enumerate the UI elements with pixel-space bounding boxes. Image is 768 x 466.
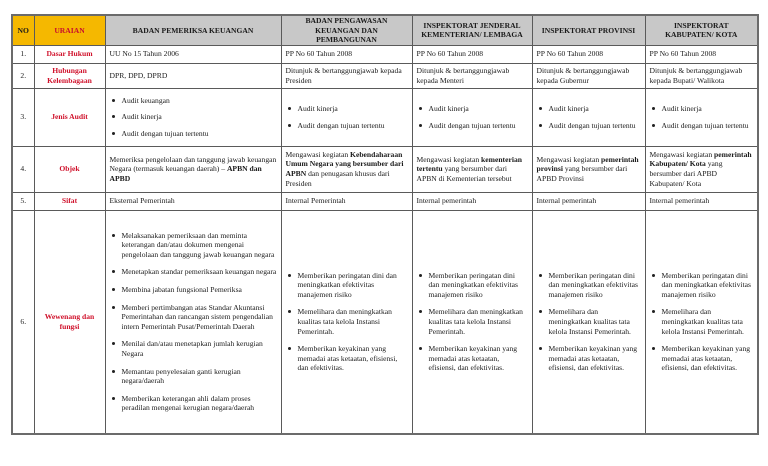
row-label: Dasar Hukum bbox=[34, 45, 105, 63]
objek-bold: Kebendaharaan Umum Negara yang bersumber dari APBN bbox=[285, 149, 404, 179]
header-itjen: INSPEKTORAT JENDERAL KEMENTERIAN/ LEMBAGA bbox=[412, 15, 532, 45]
cell-bpkp bbox=[281, 88, 412, 146]
cell-bpkp bbox=[281, 210, 412, 434]
list-item bbox=[110, 129, 277, 139]
table-row bbox=[12, 88, 758, 146]
cell-iprov bbox=[532, 88, 645, 146]
bullet-icon bbox=[112, 306, 115, 309]
list-item-text: Memberikan peringatan dini dan meningkatkan efektivitas manajemen risiko bbox=[428, 270, 518, 299]
list-item-text: Memelihara dan meningkatkan kualitas tata kelola Instansi Pemerintah. bbox=[297, 307, 392, 336]
list-item-text: Audit dengan tujuan tertentu bbox=[428, 120, 516, 130]
list-item-text: Audit dengan tujuan tertentu bbox=[661, 120, 749, 130]
list-item bbox=[650, 307, 754, 336]
list-item bbox=[417, 344, 528, 373]
row-number: 1. bbox=[12, 45, 34, 63]
bullet-icon bbox=[539, 274, 542, 277]
cell-bpkp: PP No 60 Tahun 2008 bbox=[281, 45, 412, 63]
list-item-text: Audit dengan tujuan tertentu bbox=[297, 120, 385, 130]
list-item bbox=[286, 104, 408, 114]
objek-pre: Mengawasi kegiatan bbox=[536, 154, 600, 164]
bullet-icon bbox=[288, 124, 291, 127]
list-item-text: Memberikan keyakinan yang memadai atas ketaatan, efisiensi, dan efektivitas. bbox=[297, 344, 398, 373]
header-uraian: URAIAN bbox=[34, 15, 105, 45]
cell-itjen: Ditunjuk & bertanggungjawab kepada Menteri bbox=[412, 63, 532, 88]
cell-bpk bbox=[105, 88, 281, 146]
comparison-table bbox=[11, 14, 759, 435]
cell-bpk: UU No 15 Tahun 2006 bbox=[105, 45, 281, 63]
cell-bpk: Eksternal Pemerintah bbox=[105, 192, 281, 210]
row-number: 4. bbox=[12, 146, 34, 192]
cell-iprov bbox=[532, 210, 645, 434]
cell-iprov: Ditunjuk & bertanggungjawab kepada Gubernur bbox=[532, 63, 645, 88]
bullet-icon bbox=[419, 124, 422, 127]
list-item bbox=[417, 307, 528, 336]
bullet-icon bbox=[112, 288, 115, 291]
row-label: Objek bbox=[34, 146, 105, 192]
row-number: 5. bbox=[12, 192, 34, 210]
list-item-text: Memelihara dan meningkatkan kualitas tata kelola Instansi Pemerintah. bbox=[661, 307, 744, 336]
cell-ikk bbox=[645, 88, 758, 146]
header-iprov: INSPEKTORAT PROVINSI bbox=[532, 15, 645, 45]
cell-iprov: PP No 60 Tahun 2008 bbox=[532, 45, 645, 63]
list-item bbox=[110, 112, 277, 122]
list-item bbox=[537, 307, 641, 336]
bullet-icon bbox=[112, 342, 115, 345]
bullet-icon bbox=[539, 310, 542, 313]
cell-bpk: DPR, DPD, DPRD bbox=[105, 63, 281, 88]
bullet-list bbox=[110, 96, 277, 139]
list-item-text: Memberikan keyakinan yang memadai atas ketaatan, efisiensi, dan efektivitas. bbox=[661, 344, 751, 373]
bullet-icon bbox=[539, 124, 542, 127]
cell-iprov bbox=[532, 146, 645, 192]
bullet-list bbox=[537, 104, 641, 130]
table-row bbox=[12, 63, 758, 88]
header-bpkp: BADAN PENGAWASAN KEUANGAN DAN PEMBANGUNAN bbox=[281, 15, 412, 45]
row-label: Sifat bbox=[34, 192, 105, 210]
list-item-text: Audit keuangan bbox=[121, 95, 170, 105]
row-number: 6. bbox=[12, 210, 34, 434]
objek-pre: Mengawasi kegiatan bbox=[285, 149, 349, 159]
bullet-icon bbox=[112, 115, 115, 118]
list-item bbox=[286, 307, 408, 336]
list-item bbox=[110, 339, 277, 358]
bullet-icon bbox=[652, 107, 655, 110]
list-item-text: Audit kinerja bbox=[428, 104, 469, 114]
list-item-text: Membina jabatan fungsional Pemeriksa bbox=[121, 285, 242, 295]
bullet-icon bbox=[112, 132, 115, 135]
table-row bbox=[12, 192, 758, 210]
list-item-text: Memberi pertimbangan atas Standar Akuntansi Pemerintahan dan rancangan sistem pengendalian intern Pemerintah Pusat/Pemerintah Daerah bbox=[121, 302, 273, 331]
cell-itjen: Internal pemerintah bbox=[412, 192, 532, 210]
list-item-text: Memelihara dan meningkatkan kualitas tata kelola Instansi Pemerintah. bbox=[548, 307, 631, 336]
bullet-icon bbox=[419, 274, 422, 277]
list-item bbox=[537, 121, 641, 131]
objek-post: yang bersumber dari APBD Kabupaten/ Kota bbox=[649, 159, 723, 188]
bullet-icon bbox=[419, 107, 422, 110]
cell-ikk bbox=[645, 210, 758, 434]
list-item-text: Menetapkan standar pemeriksaan keuangan negara bbox=[121, 267, 277, 277]
list-item bbox=[110, 267, 277, 277]
list-item bbox=[650, 104, 754, 114]
row-label: Wewenang dan fungsi bbox=[34, 210, 105, 434]
list-item bbox=[417, 121, 528, 131]
list-item-text: Memantau penyelesaian ganti kerugian negara/daerah bbox=[121, 366, 241, 386]
objek-bold: APBN dan APBD bbox=[109, 164, 262, 183]
list-item bbox=[110, 303, 277, 332]
list-item bbox=[650, 271, 754, 300]
list-item-text: Memberikan peringatan dini dan meningkatkan efektivitas manajemen risiko bbox=[548, 270, 638, 299]
objek-bold: pemerintah Kabupaten/ Kota bbox=[649, 149, 752, 169]
objek-post: yang bersumber dari APBD Provinsi bbox=[536, 164, 628, 183]
bullet-icon bbox=[652, 124, 655, 127]
bullet-icon bbox=[112, 397, 115, 400]
header-ikk: INSPEKTORAT KABUPATEN/ KOTA bbox=[645, 15, 758, 45]
list-item-text: Audit kinerja bbox=[548, 104, 589, 114]
list-item bbox=[110, 96, 277, 106]
objek-pre: Mengawasi kegiatan bbox=[649, 149, 713, 159]
objek-pre: Mengawasi kegiatan bbox=[416, 154, 480, 164]
list-item-text: Memberikan peringatan dini dan meningkatkan efektivitas manajemen risiko bbox=[661, 270, 751, 299]
list-item bbox=[537, 271, 641, 300]
cell-itjen: PP No 60 Tahun 2008 bbox=[412, 45, 532, 63]
cell-iprov: Internal pemerintah bbox=[532, 192, 645, 210]
bullet-icon bbox=[652, 347, 655, 350]
list-item bbox=[110, 231, 277, 260]
list-item-text: Audit kinerja bbox=[661, 104, 702, 114]
row-number: 2. bbox=[12, 63, 34, 88]
list-item-text: Audit kinerja bbox=[121, 112, 162, 122]
cell-bpk bbox=[105, 210, 281, 434]
table-row bbox=[12, 45, 758, 63]
list-item bbox=[417, 271, 528, 300]
table-row bbox=[12, 210, 758, 434]
cell-ikk: Ditunjuk & bertanggungjawab kepada Bupati/ Walikota bbox=[645, 63, 758, 88]
list-item bbox=[110, 394, 277, 413]
objek-post: yang bersumber dari APBN di Kementerian tersebut bbox=[416, 164, 512, 183]
list-item-text: Menilai dan/atau menetapkan jumlah kerugian Negara bbox=[121, 339, 263, 358]
list-item bbox=[110, 285, 277, 295]
bullet-list bbox=[286, 104, 408, 130]
list-item bbox=[286, 344, 408, 373]
bullet-list bbox=[417, 104, 528, 130]
list-item bbox=[110, 367, 277, 386]
objek-text: Memeriksa pengelolaan dan tanggung jawab keuangan Negara (termasuk keuangan daerah) – bbox=[109, 154, 277, 174]
header-no: NO bbox=[12, 15, 34, 45]
bullet-icon bbox=[112, 370, 115, 373]
list-item bbox=[537, 104, 641, 114]
bullet-icon bbox=[288, 274, 291, 277]
bullet-icon bbox=[288, 107, 291, 110]
list-item-text: Memberikan keyakinan yang memadai atas ketaatan, efisiensi, dan efektivitas. bbox=[548, 344, 638, 373]
list-item bbox=[537, 344, 641, 373]
list-item-text: Memelihara dan meningkatkan kualitas tata kelola Instansi Pemerintah. bbox=[428, 307, 523, 336]
objek-bold: kementerian tertentu bbox=[416, 154, 522, 174]
cell-itjen bbox=[412, 88, 532, 146]
bullet-icon bbox=[539, 107, 542, 110]
cell-itjen bbox=[412, 146, 532, 192]
bullet-list bbox=[650, 271, 754, 373]
list-item-text: Memberikan keterangan ahli dalam proses peradilan mengenai kerugian negara/daerah bbox=[121, 393, 255, 413]
bullet-list bbox=[537, 271, 641, 373]
list-item-text: Audit kinerja bbox=[297, 104, 338, 114]
cell-ikk: Internal pemerintah bbox=[645, 192, 758, 210]
row-label: Jenis Audit bbox=[34, 88, 105, 146]
bullet-icon bbox=[288, 347, 291, 350]
bullet-icon bbox=[419, 310, 422, 313]
cell-bpkp: Ditunjuk & bertanggungjawab kepada Presiden bbox=[281, 63, 412, 88]
list-item-text: Audit dengan tujuan tertentu bbox=[121, 128, 209, 138]
bullet-list bbox=[110, 231, 277, 413]
cell-bpkp: Internal Pemerintah bbox=[281, 192, 412, 210]
cell-bpkp bbox=[281, 146, 412, 192]
cell-bpk bbox=[105, 146, 281, 192]
bullet-list bbox=[286, 271, 408, 373]
list-item bbox=[650, 121, 754, 131]
cell-ikk: PP No 60 Tahun 2008 bbox=[645, 45, 758, 63]
list-item-text: Audit dengan tujuan tertentu bbox=[548, 120, 636, 130]
bullet-icon bbox=[419, 347, 422, 350]
table-row bbox=[12, 146, 758, 192]
cell-itjen bbox=[412, 210, 532, 434]
list-item bbox=[417, 104, 528, 114]
objek-post: dan penugasan khusus dari Presiden bbox=[285, 169, 390, 188]
row-label: Hubungan Kelembagaan bbox=[34, 63, 105, 88]
header-bpk: BADAN PEMERIKSA KEUANGAN bbox=[105, 15, 281, 45]
bullet-icon bbox=[112, 99, 115, 102]
list-item-text: Memberikan peringatan dini dan meningkatkan efektivitas manajemen risiko bbox=[297, 270, 397, 299]
list-item bbox=[286, 121, 408, 131]
list-item-text: Melaksanakan pemeriksaan dan meminta keterangan dan/atau dokumen mengenai pengelolaan dan tanggung jawab keuangan negara bbox=[121, 230, 275, 259]
bullet-icon bbox=[112, 234, 115, 237]
objek-bold: pemerintah provinsi bbox=[536, 154, 639, 174]
header-row bbox=[12, 15, 758, 45]
cell-ikk bbox=[645, 146, 758, 192]
bullet-icon bbox=[539, 347, 542, 350]
bullet-icon bbox=[112, 270, 115, 273]
list-item-text: Memberikan keyakinan yang memadai atas ketaatan, efisiensi, dan efektivitas. bbox=[428, 344, 518, 373]
row-number: 3. bbox=[12, 88, 34, 146]
bullet-list bbox=[417, 271, 528, 373]
bullet-icon bbox=[288, 310, 291, 313]
bullet-icon bbox=[652, 310, 655, 313]
bullet-list bbox=[650, 104, 754, 130]
bullet-icon bbox=[652, 274, 655, 277]
list-item bbox=[650, 344, 754, 373]
list-item bbox=[286, 271, 408, 300]
